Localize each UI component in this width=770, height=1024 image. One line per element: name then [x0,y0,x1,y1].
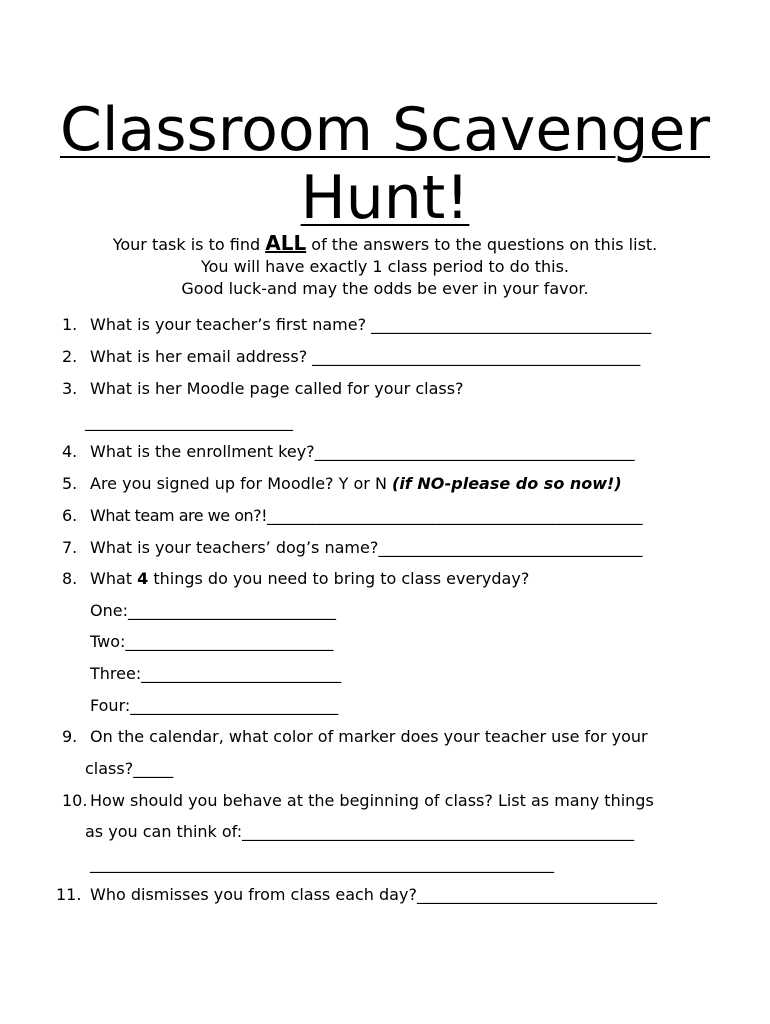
question-2-number: 2. [62,347,78,366]
intro-line-2: You will have exactly 1 class period to do this. [200,257,569,276]
question-6-number: 6. [62,506,78,525]
question-4-text: What is the enrollment key?________________________________________ [90,442,635,461]
intro-post: of the answers to the questions on this list. [311,235,658,254]
question-3-text: What is her Moodle page called for your class? [90,379,464,398]
question-9-line-1: On the calendar, what color of marker does your teacher use for your [90,727,648,746]
question-5-line [90,474,622,494]
question-8-answer-three: Three:_________________________ [90,664,342,683]
question-8-emphasis: 4 [137,569,149,588]
question-11-number: 11. [56,885,82,904]
question-1-text: What is your teacher’s first name? ___________________________________ [90,315,652,334]
question-10-line-3: __________________________________________________________ [90,854,554,873]
question-3-blank: __________________________ [85,412,293,431]
title-text-1: Classroom Scavenger [59,95,711,165]
question-8-answer-one: One:__________________________ [90,601,336,620]
question-8-post: things do you need to bring to class everyday? [148,569,530,588]
question-8-line [90,569,529,589]
page-title-line1 [0,96,770,164]
question-8-answer-two: Two:__________________________ [90,632,334,651]
question-8-pre: What [90,569,138,588]
intro-pre: Your task is to find [112,235,261,254]
intro-line-3: Good luck-and may the odds be ever in your favor. [181,279,589,298]
title-text-2: Hunt! [300,163,470,233]
intro-line-1 [0,232,770,256]
question-4-number: 4. [62,442,78,461]
question-2-text: What is her email address? _________________________________________ [90,347,641,366]
question-8-number: 8. [62,569,78,588]
question-9-line-2: class?_____ [85,759,174,778]
question-5-number: 5. [62,474,78,493]
question-10-number: 10. [62,791,88,810]
question-10-line-2: as you can think of:_________________________________________________ [85,822,635,841]
question-10-line-1: How should you behave at the beginning of class? List as many things [90,791,654,810]
question-11-text: Who dismisses you from class each day?______________________________ [90,885,657,904]
question-9-number: 9. [62,727,78,746]
question-3-number: 3. [62,379,78,398]
question-8-answer-four: Four:__________________________ [90,696,339,715]
intro-emphasis: ALL [265,231,307,255]
question-1-number: 1. [62,315,78,334]
question-6-text: What team are we on?!__________________________________________________ [90,506,643,525]
question-7-text: What is your teachers’ dog’s name?_________________________________ [90,538,643,557]
page-title-line2 [0,164,770,232]
question-5-emphasis: (if NO-please do so now!) [392,474,622,493]
question-7-number: 7. [62,538,78,557]
question-5-text: Are you signed up for Moodle? Y or N [90,474,392,493]
